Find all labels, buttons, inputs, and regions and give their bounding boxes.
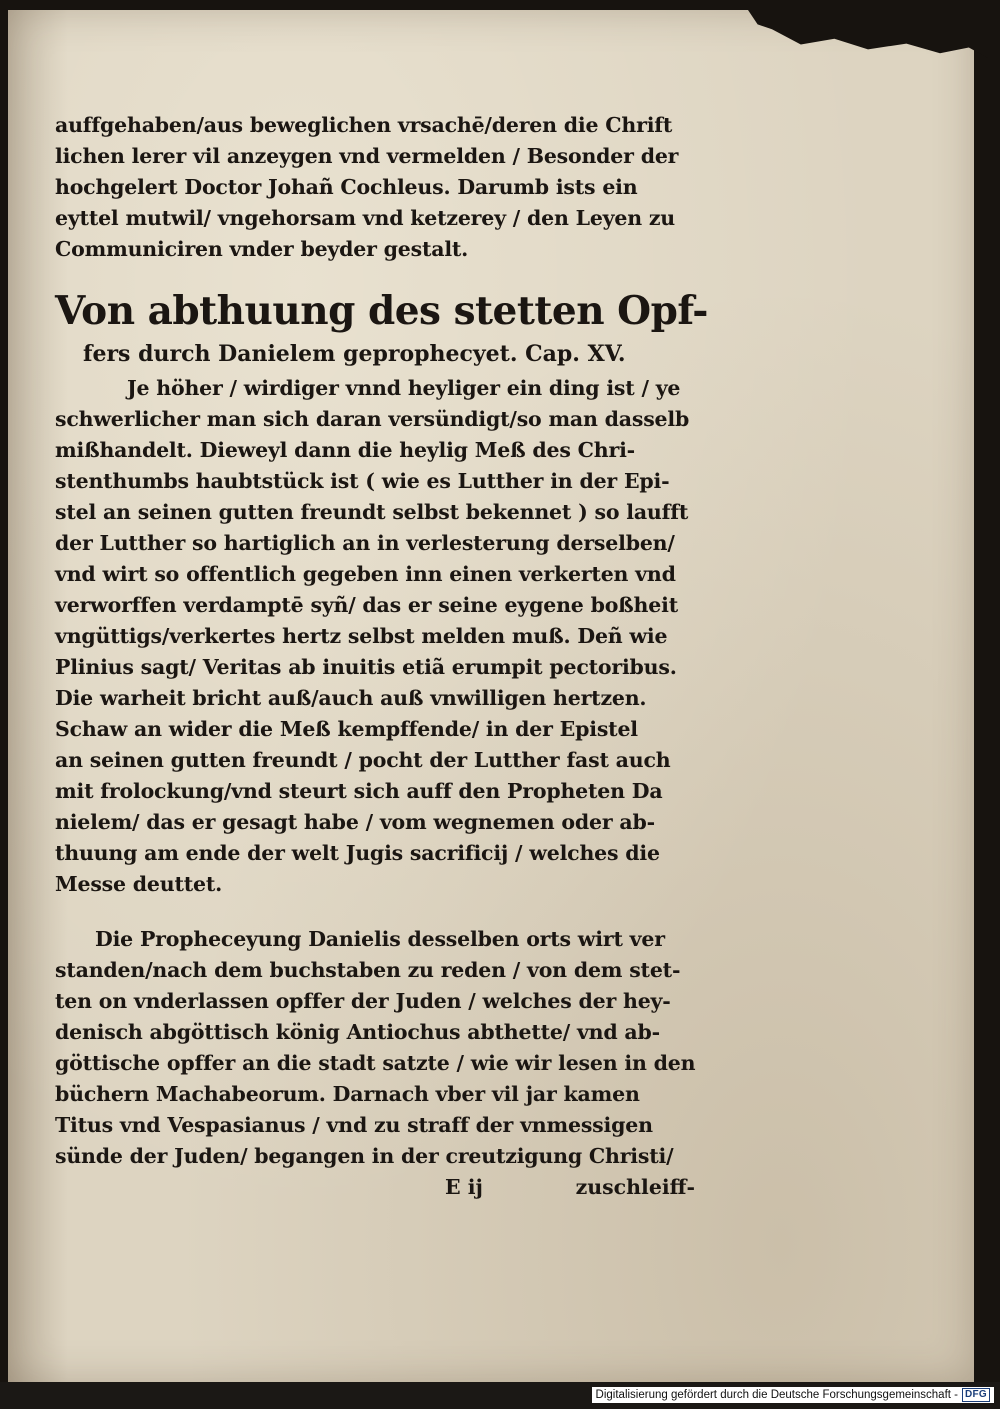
text-line: hochgelert Doctor Johañ Cochleus. Darumb ists ein (55, 175, 638, 199)
text-line: standen/nach dem buchstaben zu reden / von dem stet- (55, 958, 681, 982)
torn-page-edge (748, 10, 988, 58)
paragraph-prophecy (55, 924, 695, 1172)
paragraph-gap (55, 900, 695, 924)
text-line: mit frolockung/vnd steurt sich auff den Propheten Da (55, 779, 663, 803)
footer-bar (0, 1382, 1000, 1409)
text-line: vngüttigs/verkertes hertz selbst melden muß. Deñ wie (55, 624, 668, 648)
text-line: Messe deuttet. (55, 872, 223, 896)
text-line: auffgehaben/aus beweglichen vrsachē/deren die Chrift (55, 113, 673, 137)
text-line: Plinius sagt/ Veritas ab inuitis etiã erumpit pectoribus. (55, 655, 677, 679)
text-line: thuung am ende der welt Jugis sacrificij / welches die (55, 841, 660, 865)
text-line: ten on vnderlassen opffer der Juden / welches der hey- (55, 989, 671, 1013)
dfg-logo-icon: DFG (962, 1388, 990, 1402)
chapter-heading: Von abthuung des stetten Opf- (55, 288, 708, 334)
chapter-subheading: fers durch Danielem geprophecyet. Cap. XV. (83, 341, 626, 367)
text-line: schwerlicher man sich daran versündigt/so man dasselb (55, 407, 690, 431)
page-text (55, 110, 708, 1203)
text-line: Die Propheceyung Danielis desselben orts wirt ver (95, 927, 665, 951)
credit-text: Digitalisierung gefördert durch die Deutsche Forschungsgemeinschaft - (595, 1389, 958, 1401)
text-line: Communiciren vnder beyder gestalt. (55, 237, 469, 261)
text-line: verworffen verdamptē syñ/ das er seine eygene boßheit (55, 593, 678, 617)
text-line: sünde der Juden/ begangen in der creutzigung Christi/ (55, 1144, 674, 1168)
catchword: zuschleiff- (575, 1175, 695, 1199)
paragraph-main (55, 373, 695, 900)
signature-mark: E ij (445, 1175, 483, 1199)
text-line: Die warheit bricht auß/auch auß vnwilligen hertzen. (55, 686, 647, 710)
text-line: Titus vnd Vespasianus / vnd zu straff der vnmessigen (55, 1113, 653, 1137)
text-line: göttische opffer an die stadt satzte / wie wir lesen in den (55, 1051, 696, 1075)
text-line: eyttel mutwil/ vngehorsam vnd ketzerey / den Leyen zu (55, 206, 676, 230)
text-line: an seinen gutten freundt / pocht der Lutther fast auch (55, 748, 671, 772)
text-line: Schaw an wider die Meß kempffende/ in der Epistel (55, 717, 638, 741)
text-line: stenthumbs haubtstück ist ( wie es Lutther in der Epi- (55, 469, 670, 493)
page-foot (55, 1172, 695, 1203)
text-line: der Lutther so hartiglich an in verlesterung derselben/ (55, 531, 675, 555)
text-line: lichen lerer vil anzeygen vnd vermelden / Besonder der (55, 144, 679, 168)
text-line: denisch abgöttisch könig Antiochus abthette/ vnd ab- (55, 1020, 660, 1044)
text-line: büchern Machabeorum. Darnach vber vil jar kamen (55, 1082, 640, 1106)
scanned-page (8, 10, 974, 1382)
dfg-credit (592, 1387, 994, 1403)
text-line: vnd wirt so offentlich gegeben inn einen verkerten vnd (55, 562, 676, 586)
text-line: mißhandelt. Dieweyl dann die heylig Meß des Chri- (55, 438, 635, 462)
paragraph-continuation (55, 110, 695, 265)
text-line: stel an seinen gutten freundt selbst bekennet ) so laufft (55, 500, 689, 524)
text-line: Je höher / wirdiger vnnd heyliger ein ding ist / ye (127, 376, 681, 400)
text-line: nielem/ das er gesagt habe / vom wegnemen oder ab- (55, 810, 655, 834)
